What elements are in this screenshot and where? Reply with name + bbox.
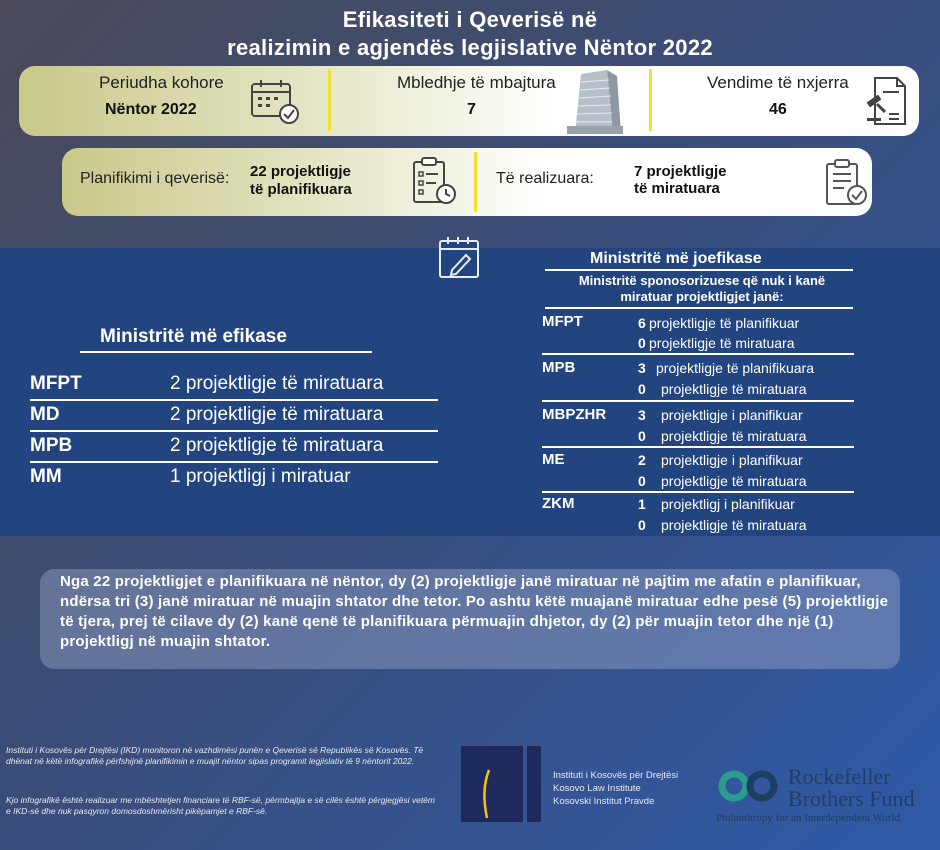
- ministry-result: 1 projektligj i miratuar: [170, 466, 351, 487]
- ikd-logo: [461, 746, 541, 822]
- ikd-name-albanian: Instituti i Kosovës për Drejtësi: [553, 770, 679, 781]
- title-line-1: Efikasiteti i Qeverisë në: [342, 7, 598, 32]
- meetings-value: 7: [467, 101, 476, 118]
- summary-divider-1: [328, 69, 331, 131]
- efficient-row: [30, 371, 438, 401]
- ministry-result: 2 projektligje të miratuara: [170, 373, 384, 394]
- approved-text: projektligje të miratuara: [661, 428, 807, 444]
- period-value: Nëntor 2022: [105, 101, 197, 118]
- planned-count: 2: [638, 452, 646, 468]
- planned-count: 3: [638, 360, 646, 376]
- row-divider: [30, 461, 438, 463]
- ministry-result: 2 projektligje të miratuara: [170, 404, 384, 425]
- ministry-abbr: MM: [30, 466, 62, 487]
- approved-count: 0: [638, 517, 646, 533]
- inefficient-subtitle-line-1: Ministritë sponosorizuese që nuk i kanë: [578, 273, 826, 288]
- meetings-label: Mbledhje të mbajtura: [397, 73, 556, 92]
- row-divider: [542, 400, 854, 402]
- ikd-name-english: Kosovo Law Institute: [553, 783, 641, 794]
- planned-text: projektligje të planifikuara: [656, 360, 814, 376]
- efficient-title-underline: [80, 351, 372, 353]
- planned-value-line-2: të planifikuara: [250, 181, 352, 198]
- ministry-abbr: MBPZHR: [542, 406, 607, 423]
- row-divider: [542, 446, 854, 448]
- approved-count: 0: [638, 381, 646, 397]
- clipboard-clock-icon: [410, 156, 458, 208]
- ministry-abbr: MFPT: [30, 373, 82, 394]
- row-divider: [542, 491, 854, 493]
- inefficient-title-underline: [545, 269, 853, 271]
- ikd-name-serbian: Kosovski Institut Pravde: [553, 796, 655, 807]
- decisions-value: 46: [769, 101, 787, 118]
- ministry-abbr: MPB: [30, 435, 73, 456]
- inefficient-subtitle-underline: [545, 307, 853, 309]
- planned-text: projektligje të planifikuar: [649, 315, 800, 331]
- calendar-check-icon: [249, 78, 301, 126]
- period-label: Periudha kohore: [99, 73, 224, 92]
- rbf-name-line-1: Rockefeller: [788, 764, 891, 789]
- ministry-abbr: MD: [30, 404, 60, 425]
- approved-count: 0: [638, 473, 646, 489]
- summary-note-text: Nga 22 projektligjet e planifikuara në nëntor, dy (2) projektligje janë miratuar në pajtim me afatin e planifikuar, ndërsa tri (3) janë miratuar në muajin shtator dhe tetor. Po ashtu këtë muajanë miratuar edhe pesë (5) projektligje të tjera, prej të cilave dy (2) kanë qenë të planifikuara përmuajin dhjetor, dy (2) për muajin tetor dhe një (1) projektligj në muajin shtator.: [60, 573, 889, 650]
- government-building-icon: [567, 68, 623, 134]
- summary-card: [19, 66, 919, 136]
- calendar-pen-icon: [438, 236, 482, 280]
- rbf-name: [788, 766, 940, 810]
- realized-value-line-2: të miratuara: [634, 180, 720, 197]
- title-line-2: realizimin e agjendës legjislative Nëntor 2022: [227, 35, 713, 60]
- footer-funding-text: Kjo infografikë është realizuar me mbështetjen financiare të RBF-së, përmbajtja e së cilës është përgjegjësi vetëm e IKD-së dhe nuk pasqyron domosdoshmërisht pikëpamjet e RBF-së.: [6, 795, 435, 816]
- planned-value-line-1: 22 projektligje: [250, 163, 351, 180]
- planned-count: 1: [638, 496, 646, 512]
- planning-card: [62, 148, 872, 216]
- planned-text: projektligje i planifikuar: [661, 407, 803, 423]
- approved-text: projektligje të miratuara: [661, 517, 807, 533]
- ministry-result: 2 projektligje të miratuara: [170, 435, 384, 456]
- summary-note-box: [40, 569, 900, 669]
- planned-count: 6: [638, 315, 646, 331]
- clipboard-check-icon: [824, 158, 868, 208]
- footer-monitoring-text: Instituti i Kosovës për Drejtësi (IKD) monitoron në vazhdimësi punën e Qeverisë së Republikës së Kosovës. Të dhënat në këtë infografikë përfshijnë planifikimin e muajit nëntor sipas programit legjislativ të 9 nëntorit 2022.: [6, 745, 424, 766]
- rbf-tagline: Philanthropy for an Interdependent World: [716, 812, 901, 824]
- approved-text: projektligje të miratuara: [661, 473, 807, 489]
- ministry-abbr: ME: [542, 451, 565, 468]
- inefficient-subtitle: [548, 273, 856, 305]
- efficient-row: [30, 402, 438, 432]
- row-divider: [30, 430, 438, 432]
- rbf-infinity-icon: [716, 768, 780, 804]
- ministry-abbr: ZKM: [542, 495, 575, 512]
- efficient-title: Ministritë më efikase: [100, 326, 287, 347]
- planning-divider: [474, 152, 477, 212]
- realized-value: [634, 163, 727, 197]
- realized-value-line-1: 7 projektligje: [634, 163, 727, 180]
- decisions-label: Vendime të nxjerra: [707, 73, 849, 92]
- planned-value: [250, 163, 352, 199]
- efficient-row: [30, 433, 438, 463]
- efficient-row: [30, 464, 438, 494]
- summary-divider-2: [649, 69, 652, 131]
- inefficient-title: Ministritë më joefikase: [590, 250, 762, 267]
- realized-label: Të realizuara:: [496, 170, 594, 187]
- approved-text: projektligje të miratuara: [661, 381, 807, 397]
- planned-count: 3: [638, 407, 646, 423]
- approved-count: 0: [638, 335, 646, 351]
- approved-text: projektligje të miratuara: [649, 335, 795, 351]
- approved-count: 0: [638, 428, 646, 444]
- ministry-abbr: MFPT: [542, 313, 583, 330]
- ikd-name: [553, 769, 678, 808]
- row-divider: [30, 399, 438, 401]
- planned-text: projektligje i planifikuar: [661, 452, 803, 468]
- row-divider: [542, 353, 854, 355]
- planned-label: Planifikimi i qeverisë:: [80, 170, 230, 187]
- ministry-abbr: MPB: [542, 359, 576, 376]
- rbf-name-line-2: Brothers Fund: [788, 786, 915, 811]
- page-title: [0, 6, 940, 62]
- inefficient-subtitle-line-2: miratuar projektligjet janë:: [620, 289, 784, 304]
- planned-text: projektligj i planifikuar: [661, 496, 795, 512]
- gavel-document-icon: [865, 76, 909, 128]
